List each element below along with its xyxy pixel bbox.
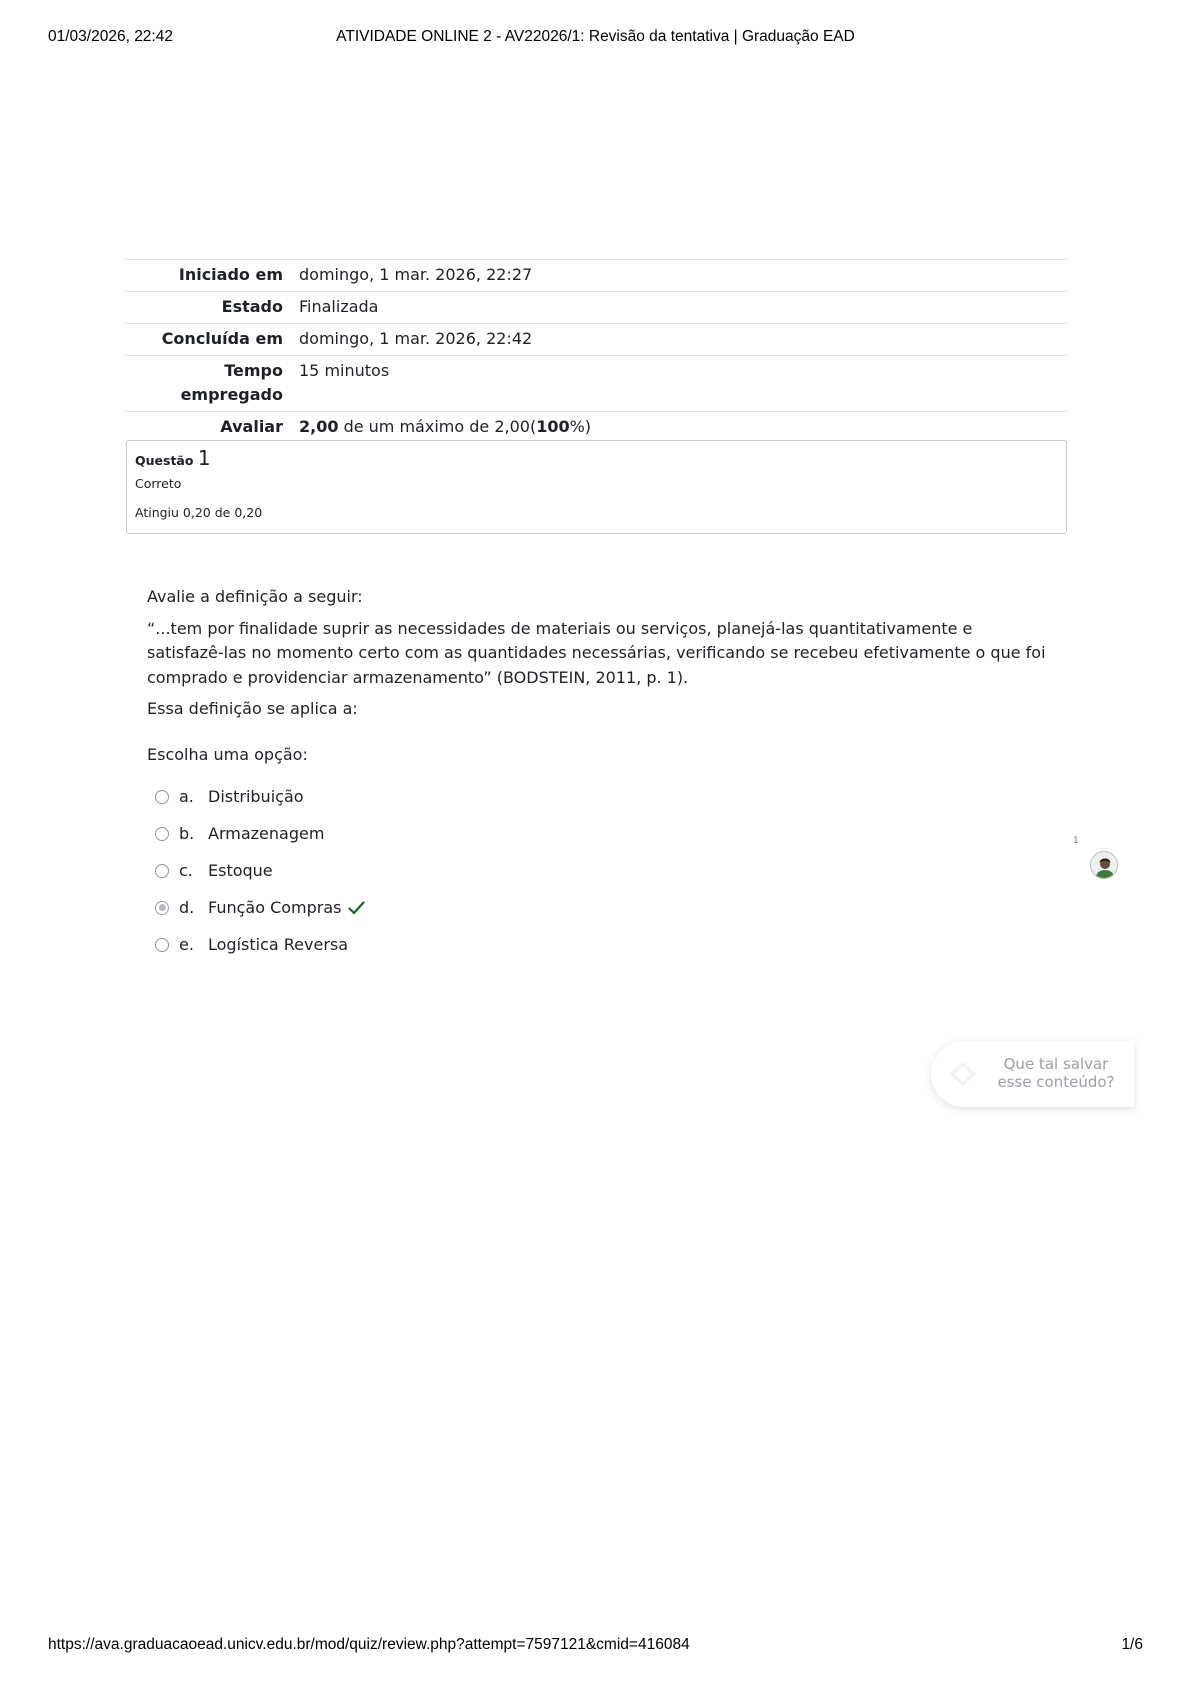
radio-button[interactable]	[155, 790, 169, 804]
answer-option[interactable]	[155, 778, 755, 815]
grade-middle: de um máximo de 2,00(	[338, 417, 537, 436]
state-value: Finalizada	[299, 297, 379, 316]
state-label: Estado	[221, 297, 283, 316]
option-text: Função Compras	[208, 898, 342, 917]
summary-row-time	[125, 356, 1067, 412]
answer-option[interactable]	[155, 815, 755, 852]
question-label: Questão	[135, 453, 194, 468]
radio-button[interactable]	[155, 938, 169, 952]
answer-option[interactable]	[155, 852, 755, 889]
question-number	[135, 447, 1058, 472]
started-value: domingo, 1 mar. 2026, 22:27	[299, 265, 533, 284]
option-text: Logística Reversa	[208, 935, 349, 954]
correct-check-icon	[348, 901, 365, 915]
time-value: 15 minutos	[299, 361, 390, 380]
print-page-title: ATIVIDADE ONLINE 2 - AV22026/1: Revisão da tentativa | Graduação EAD	[336, 28, 855, 45]
save-content-line2: esse conteúdo?	[997, 1073, 1115, 1091]
summary-row-started	[125, 260, 1067, 292]
option-text: Estoque	[208, 861, 273, 880]
radio-button[interactable]	[155, 827, 169, 841]
question-intro: Avalie a definição a seguir:	[147, 587, 363, 606]
option-letter: d.	[179, 898, 195, 917]
option-letter: a.	[179, 787, 194, 806]
grade-score: 2,00	[299, 417, 339, 436]
question-ask: Essa definição se aplica a:	[147, 699, 358, 718]
question-text	[147, 585, 1047, 729]
answer-option-selected[interactable]	[155, 889, 755, 926]
answer-options	[155, 778, 755, 963]
answer-option[interactable]	[155, 926, 755, 963]
answer-prompt: Escolha uma opção:	[147, 745, 308, 764]
question-number-value: 1	[197, 446, 211, 470]
save-content-widget[interactable]	[931, 1041, 1134, 1107]
question-grade: Atingiu 0,20 de 0,20	[135, 505, 263, 520]
print-footer	[0, 1636, 1191, 1656]
time-label: Tempo empregado	[180, 361, 283, 404]
attempt-summary-table	[125, 259, 1067, 444]
print-datetime: 01/03/2026, 22:42	[48, 28, 173, 45]
print-page-number: 1/6	[1121, 1636, 1143, 1653]
completed-label: Concluída em	[161, 329, 283, 348]
question-quote: “...tem por finalidade suprir as necessidades de materiais ou serviços, planejá-las quantitativamente e satisfazê-las no momento certo com as quantidades necessárias, verificando se recebeu efetivamente o que foi comprado e providenciar armazenamento” (BODSTEIN, 2011, p. 1).	[147, 618, 1046, 687]
summary-row-grade	[125, 412, 1067, 444]
option-text: Distribuição	[208, 787, 304, 806]
save-content-line1: Que tal salvar	[1003, 1055, 1109, 1073]
save-content-text	[986, 1055, 1126, 1091]
option-letter: e.	[179, 935, 194, 954]
option-text: Armazenagem	[208, 824, 325, 843]
radio-button-checked[interactable]	[155, 901, 169, 915]
option-letter: c.	[179, 861, 193, 880]
grade-suffix: %)	[569, 417, 592, 436]
summary-row-state	[125, 292, 1067, 324]
started-label: Iniciado em	[178, 265, 283, 284]
completed-value: domingo, 1 mar. 2026, 22:42	[299, 329, 533, 348]
grade-value	[283, 412, 1067, 444]
print-url: https://ava.graduacaoead.unicv.edu.br/mod/quiz/review.php?attempt=7597121&cmid=416084	[48, 1636, 690, 1653]
grade-label: Avaliar	[220, 417, 283, 436]
grade-percent: 100	[536, 417, 570, 436]
bookmark-icon	[949, 1061, 977, 1087]
question-state: Correto	[135, 476, 182, 491]
question-info-box	[126, 440, 1067, 534]
option-letter: b.	[179, 824, 195, 843]
avatar-badge-count: 1	[1073, 836, 1079, 846]
summary-row-completed	[125, 324, 1067, 356]
print-header	[0, 28, 1191, 48]
radio-button[interactable]	[155, 864, 169, 878]
assistant-avatar-icon[interactable]	[1090, 851, 1118, 879]
